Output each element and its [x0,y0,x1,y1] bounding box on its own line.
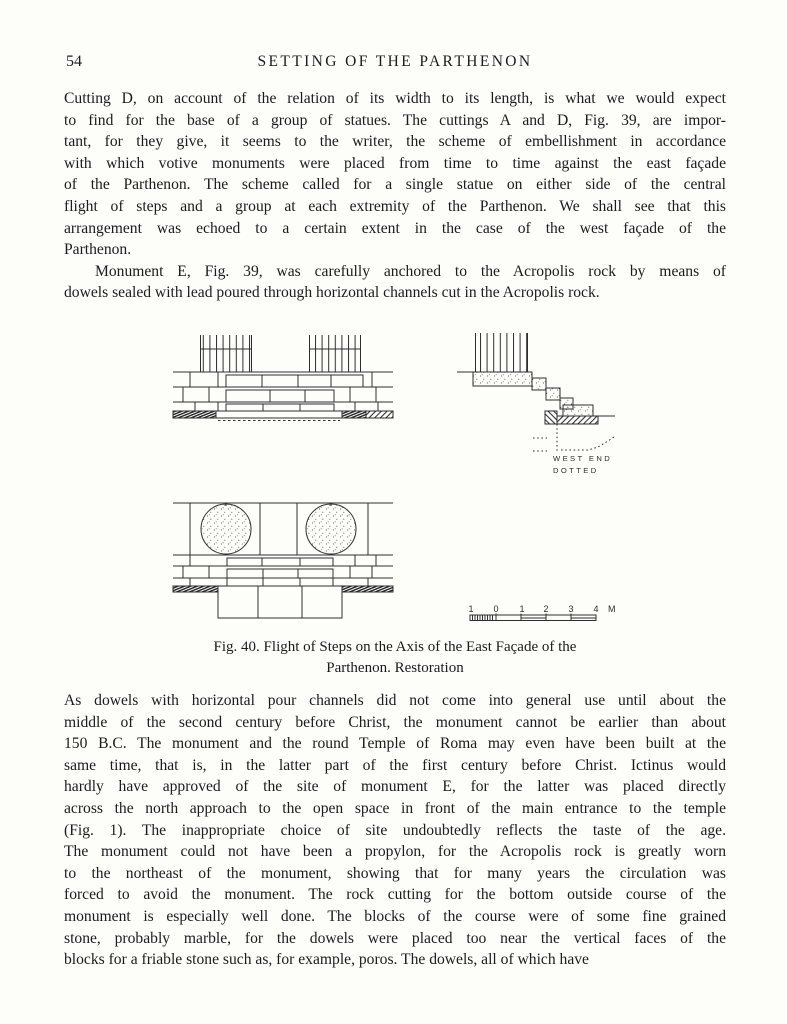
text-column-top [64,88,726,304]
text-line: middle of the second century before Christ, the monument cannot be earlier than about [64,713,726,731]
figure-drawing [150,325,630,635]
text-line: across the north approach to the open space in front of the main entrance to the temple [64,799,726,817]
figure-40 [150,325,630,635]
text-line: arrangement was echoed to a certain extent in the case of the west façade of the [64,219,726,237]
scale-label: 3 [568,604,574,614]
scale-subdivisions [473,615,493,621]
running-header [64,53,726,73]
page-number: 54 [66,53,82,70]
text-line: hardly have approved of the site of monument E, for the latter was placed directly [64,778,726,796]
column-right [309,335,361,372]
column-plan-right [306,504,356,554]
text-line: Cutting D, on account of the relation of its width to its length, is what we would expect [64,90,726,107]
text-line: to the northeast of the monument, showing that for many years the circulation was [64,864,726,882]
text-line: (Fig. 1). The inappropriate choice of site undoubtedly reflects the taste of the age. [64,821,726,839]
text-line: The monument could not have been a propylon, for the Acropolis rock is greatly worn [64,843,726,861]
text-line: blocks for a friable stone such as, for example, poros. The dowels, all of which have [64,951,589,969]
text-line: monument is especially well done. The blocks of the course were of some fine grained [64,907,726,925]
scale-unit: M [608,604,616,614]
rock-hatch-plan-left [173,586,218,592]
figure-caption-line1: Fig. 40. Flight of Steps on the Axis of the East Façade of the [213,639,577,655]
scale-label: 1 [519,604,525,614]
dotted-west-end-lines [533,424,614,451]
scale-label: 0 [493,604,499,614]
text-line: to find for the base of a group of statues. The cuttings A and D, Fig. 39, are impor- [64,111,726,129]
elevation-view [173,335,393,421]
text-column-bottom [64,690,726,971]
text-line: tant, for they give, it seems to the writer, the scheme of embellishment in accordance [64,133,726,151]
text-line: with which votive monuments were placed from time to time against the east façade [64,154,726,172]
rock-hatch-right [342,411,366,418]
scale-bar [468,604,615,621]
rock-hatch-left [173,411,216,418]
running-head-title: SETTING OF THE PARTHENON [257,53,533,70]
annotation-west-end: WEST END [553,454,613,463]
text-line: same time, that is, in the latter part of the first century before Christ. Ictinus would [64,756,726,774]
rock-hatch-plan-right [342,586,393,592]
text-line: 150 B.C. The monument and the round Temple of Roma may even have been built at the [64,735,726,753]
stylobate-block [473,372,532,386]
paragraph-monument-e [64,261,726,304]
text-line: dowels sealed with lead poured through horizontal channels cut in the Acropolis rock. [64,284,600,302]
column-left [200,335,252,372]
figure-caption-line2: Parthenon. Restoration [326,660,464,676]
column-section [475,333,528,372]
text-line: Parthenon. [64,241,132,259]
paragraph-cutting-d [64,88,726,261]
text-line: of the Parthenon. The scheme called for a single statue on either side of the central [64,176,726,194]
text-line: flight of steps and a group at each extremity of the Parthenon. We shall see that this [64,197,726,215]
text-line: stone, probably marble, for the dowels were placed too near the vertical faces of the [64,929,726,947]
text-line: forced to avoid the monument. The rock cutting for the bottom outside course of the [64,886,726,904]
text-line: Monument E, Fig. 39, was carefully anchored to the Acropolis rock by means of [95,262,726,280]
figure-caption [64,637,726,679]
column-plan-left [201,504,251,554]
paragraph-as-dowels [64,690,726,971]
scale-label: 1 [468,604,474,614]
annotation-dotted: DOTTED [553,466,599,475]
plan-view [173,503,393,618]
section-view [457,333,615,475]
scale-label: 2 [543,604,549,614]
scale-label: 4 [593,604,599,614]
text-line: As dowels with horizontal pour channels did not come into general use until about the [64,692,726,709]
